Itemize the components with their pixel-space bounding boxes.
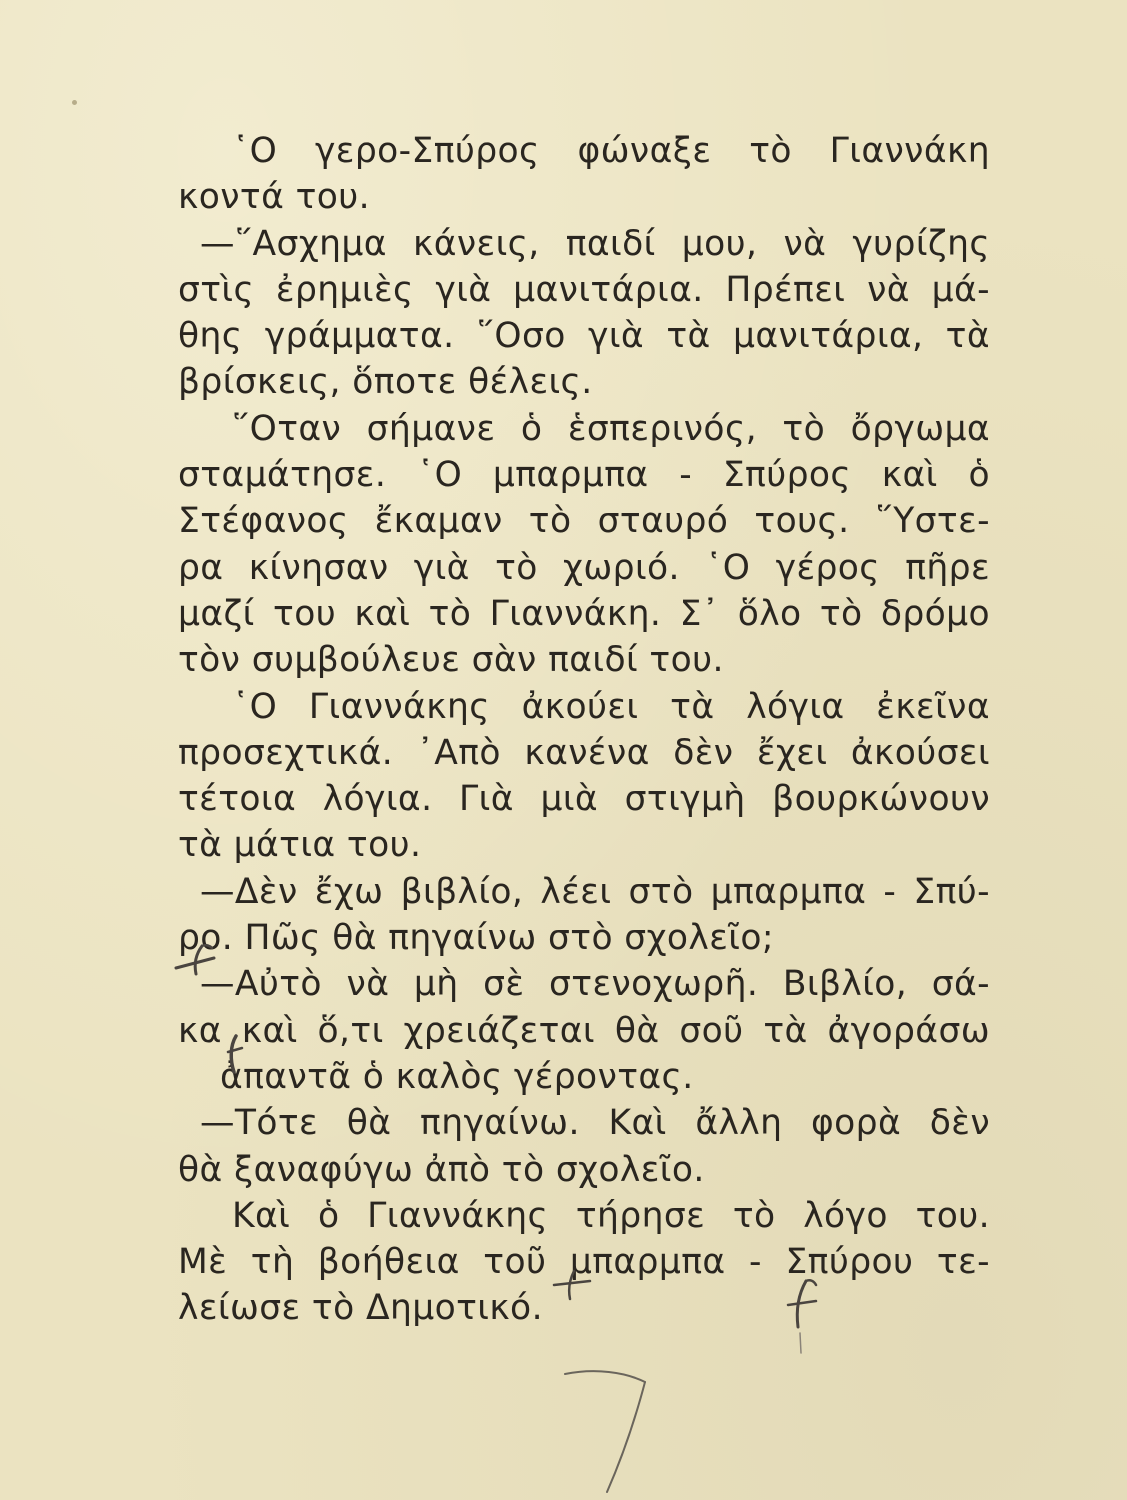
text-line: κοντά του. xyxy=(178,177,370,218)
paper-speck xyxy=(72,100,77,105)
text-line: στὶς ἐρημιὲς γιὰ μανιτάρια. Πρέπει νὰ μά- xyxy=(178,269,990,310)
text-line: —Δὲν ἔχω βιβλίο, λέει στὸ μπαρμπα - Σπύ- xyxy=(200,871,990,912)
text-line: τὰ μάτια του. xyxy=(178,825,422,866)
pencil-mark-icon xyxy=(555,1360,665,1500)
text-line: —῞Ασχημα κάνεις, παιδί μου, νὰ γυρίζης xyxy=(200,223,990,264)
text-line: Στέφανος ἔκαμαν τὸ σταυρό τους. ῞Υστε- xyxy=(178,501,990,542)
text-line: ῞Οταν σήμανε ὁ ἑσπερινός, τὸ ὄργωμα xyxy=(232,408,990,449)
text-line: προσεχτικά. ᾿Απὸ κανένα δὲν ἔχει ἀκούσει xyxy=(178,732,990,773)
text-line: ἀπαντᾶ ὁ καλὸς γέροντας. xyxy=(220,1056,694,1097)
text-line: βρίσκεις, ὅποτε θέλεις. xyxy=(178,362,593,403)
text-line: ῾Ο Γιαννάκης ἀκούει τὰ λόγια ἐκεῖνα xyxy=(232,686,990,727)
text-line: θης γράμματα. ῞Οσο γιὰ τὰ μανιτάρια, τὰ xyxy=(178,316,990,357)
text-line: λείωσε τὸ Δημοτικό. xyxy=(178,1288,543,1329)
text-line: κα καὶ ὅ,τι χρειάζεται θὰ σοῦ τὰ ἀγοράσω xyxy=(178,1010,990,1051)
page-text xyxy=(178,128,990,1332)
text-line: Μὲ τὴ βοήθεια τοῦ μπαρμπα - Σπύρου τε- xyxy=(178,1242,990,1283)
text-line: τέτοια λόγια. Γιὰ μιὰ στιγμὴ βουρκώνουν xyxy=(178,779,990,820)
text-line: Καὶ ὁ Γιαννάκης τήρησε τὸ λόγο του. xyxy=(232,1195,990,1236)
text-line: τὸν συμβούλευε σὰν παιδί του. xyxy=(178,640,724,681)
text-line: ῾Ο γερο-Σπύρος φώναξε τὸ Γιαννάκη xyxy=(232,131,990,171)
text-line: μαζί του καὶ τὸ Γιαννάκη. Σ᾿ ὅλο τὸ δρόμο xyxy=(178,593,990,634)
text-line: σταμάτησε. ῾Ο μπαρμπα - Σπύρος καὶ ὁ xyxy=(178,455,990,496)
text-line: ρα κίνησαν γιὰ τὸ χωριό. ῾Ο γέρος πῆρε xyxy=(178,547,990,588)
text-line: θὰ ξαναφύγω ἀπὸ τὸ σχολεῖο. xyxy=(178,1149,705,1190)
text-line: ρο. Πῶς θὰ πηγαίνω στὸ σχολεῖο; xyxy=(178,918,774,959)
text-line: —Αὐτὸ νὰ μὴ σὲ στενοχωρῆ. Βιβλίο, σά- xyxy=(200,964,990,1005)
text-line: —Τότε θὰ πηγαίνω. Καὶ ἄλλη φορὰ δὲν xyxy=(200,1103,990,1144)
